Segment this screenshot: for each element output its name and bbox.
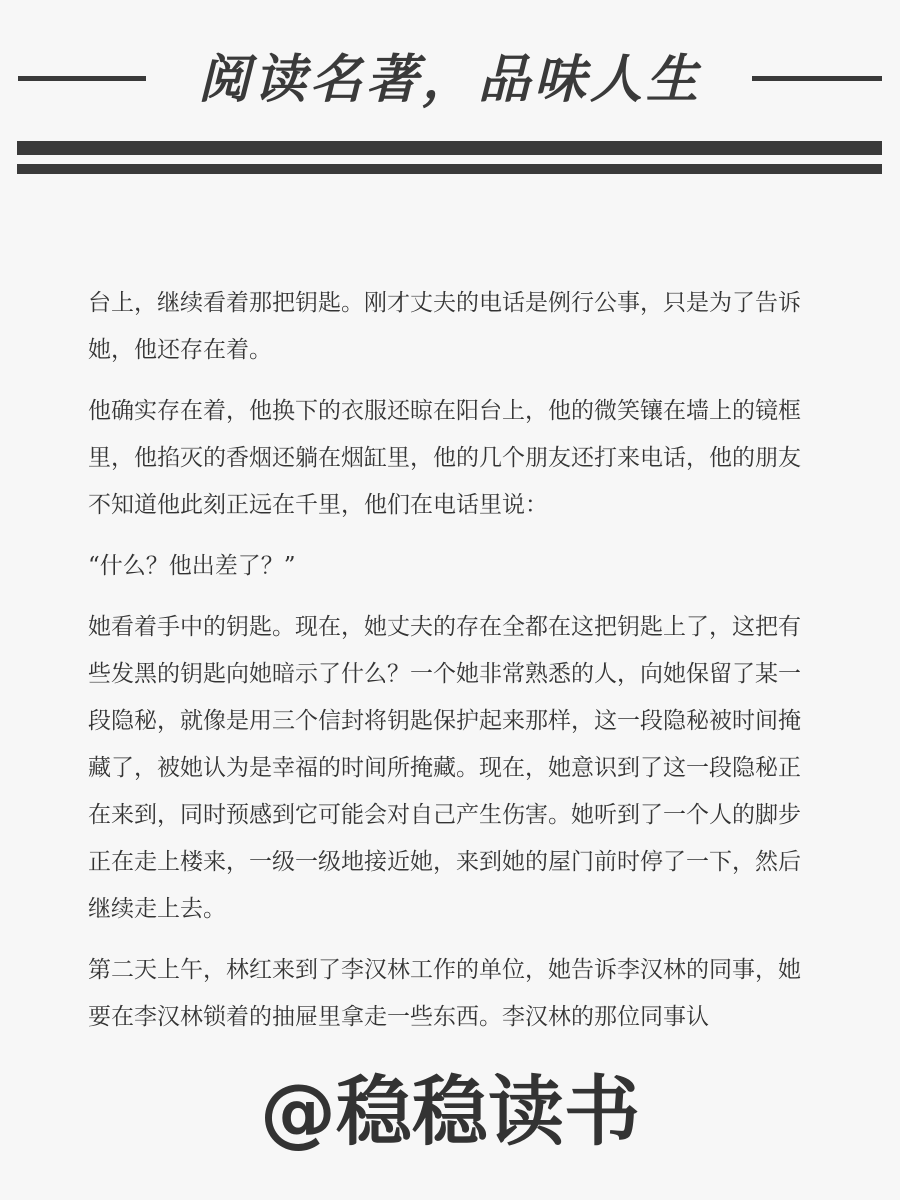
header-rule-right — [752, 76, 882, 81]
divider-thin — [17, 164, 882, 174]
author-handle: @稳稳读书 — [260, 1067, 640, 1156]
paragraph: “什么？他出差了？” — [88, 553, 296, 579]
paragraph: 台上，继续看着那把钥匙。刚才丈夫的电话是例行公事，只是为了告诉她，他还存在着。 — [88, 290, 801, 363]
divider-thick — [17, 141, 882, 155]
header-title: 阅读名著，品味人生 — [197, 50, 702, 110]
paragraph: 她看着手中的钥匙。现在，她丈夫的存在全都在这把钥匙上了，这把有些发黑的钥匙向她暗示了什么？一个她非常熟悉的人，向她保留了某一段隐秘，就像是用三个信封将钥匙保护起来那样，这一段隐秘被时间掩藏了，被她认为是幸福的时间所掩藏。现在，她意识到了这一段隐秘正在来到，同时预感到它可能会对自己产生伤害。她听到了一个人的脚步正在走上楼来，一级一级地接近她，来到她的屋门前时停了一下，然后继续走上去。 — [88, 614, 801, 922]
paragraph: 第二天上午，林红来到了李汉林工作的单位，她告诉李汉林的同事，她要在李汉林锁着的抽屉里拿走一些东西。李汉林的那位同事认 — [88, 957, 801, 1030]
header-banner — [0, 40, 900, 120]
header-rule-left — [18, 76, 146, 81]
paragraph: 他确实存在着，他换下的衣服还晾在阳台上，他的微笑镶在墙上的镜框里，他掐灭的香烟还躺在烟缸里，他的几个朋友还打来电话，他的朋友不知道他此刻正远在千里，他们在电话里说： — [88, 398, 801, 518]
article-body — [88, 280, 820, 1055]
